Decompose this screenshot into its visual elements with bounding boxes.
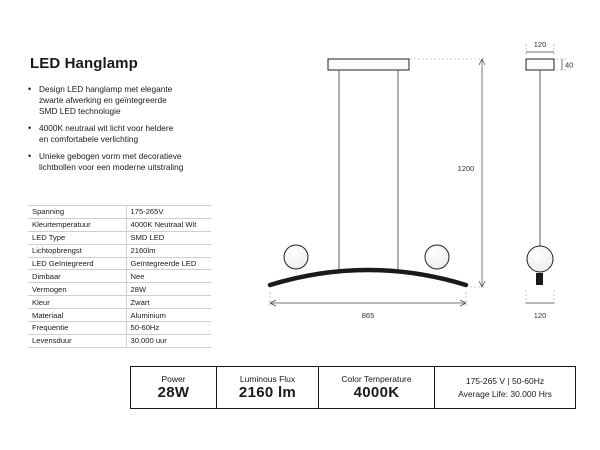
width-dimension	[270, 292, 466, 320]
side-bar	[536, 273, 543, 285]
power-value: 28W	[157, 383, 190, 401]
spec-label: Kleur	[28, 296, 126, 309]
feature-text: SMD LED technologie	[39, 106, 121, 116]
feature-text: en comfortabele verlichting	[39, 134, 139, 144]
depth-bottom-label: 120	[533, 311, 547, 320]
color-temperature-label: Color Temperature	[341, 373, 412, 384]
front-view	[270, 59, 466, 285]
feature-text: • Unieke gebogen vorm met decoratieve	[39, 151, 182, 161]
spec-label: Lichtopbrengst	[28, 244, 126, 257]
side-view	[526, 40, 573, 320]
spec-value: Nee	[126, 270, 211, 283]
spec-value: 50-60Hz	[126, 322, 211, 335]
spec-value: 30.000 uur	[126, 334, 211, 347]
feature-text: • 4000K neutraal wit licht voor heldere	[39, 123, 174, 133]
color-temperature-value: 4000K	[353, 383, 400, 401]
spec-value: SMD LED	[126, 231, 211, 244]
height-label: 1200	[457, 164, 475, 173]
canopy-height-label: 40	[565, 60, 574, 70]
spec-label: Kleurtemperatuur	[28, 218, 126, 231]
width-label: 865	[361, 311, 375, 320]
spec-label: Levensduur	[28, 334, 126, 347]
spec-label: LED Type	[28, 231, 126, 244]
light-globe	[425, 245, 449, 269]
curved-lamp-bar	[270, 270, 466, 285]
product-title: LED Hanglamp	[30, 55, 138, 72]
depth-top-label: 120	[533, 40, 547, 49]
power-label: Power	[161, 373, 186, 384]
flux-value: 2160 lm	[238, 383, 297, 401]
spec-value: 175-265V	[126, 206, 211, 219]
spec-value: Geïntegreerde LED	[126, 257, 211, 270]
spec-label: LED Geïntegreerd	[28, 257, 126, 270]
feature-text: lichtbollen voor een moderne uitstraling	[39, 162, 184, 172]
flux-label: Luminous Flux	[239, 373, 296, 384]
spec-label: Frequentie	[28, 322, 126, 335]
power-cell	[131, 367, 217, 408]
spec-value: Zwart	[126, 296, 211, 309]
voltage-frequency: 175-265 V | 50-60Hz	[465, 375, 545, 386]
light-globe	[284, 245, 308, 269]
flux-cell	[217, 367, 319, 408]
spec-value: Aluminium	[126, 309, 211, 322]
spec-label: Dimbaar	[28, 270, 126, 283]
feature-text: zwarte afwerking en geïntegreerde	[39, 95, 167, 105]
spec-label: Spanning	[28, 206, 126, 219]
spec-value: 4000K Neutraal Wit	[126, 218, 211, 231]
spec-label: Materiaal	[28, 309, 126, 322]
average-life: Average Life: 30.000 Hrs	[458, 388, 552, 399]
electrical-cell	[435, 367, 575, 408]
summary-bar	[130, 366, 576, 409]
spec-value: 28W	[126, 283, 211, 296]
feature-text: • Design LED hanglamp met elegante	[39, 84, 173, 94]
color-temperature-cell	[319, 367, 435, 408]
canopy	[328, 59, 409, 70]
side-canopy	[526, 59, 554, 70]
spec-label: Vermogen	[28, 283, 126, 296]
side-globe	[527, 246, 553, 272]
spec-value: 2160lm	[126, 244, 211, 257]
